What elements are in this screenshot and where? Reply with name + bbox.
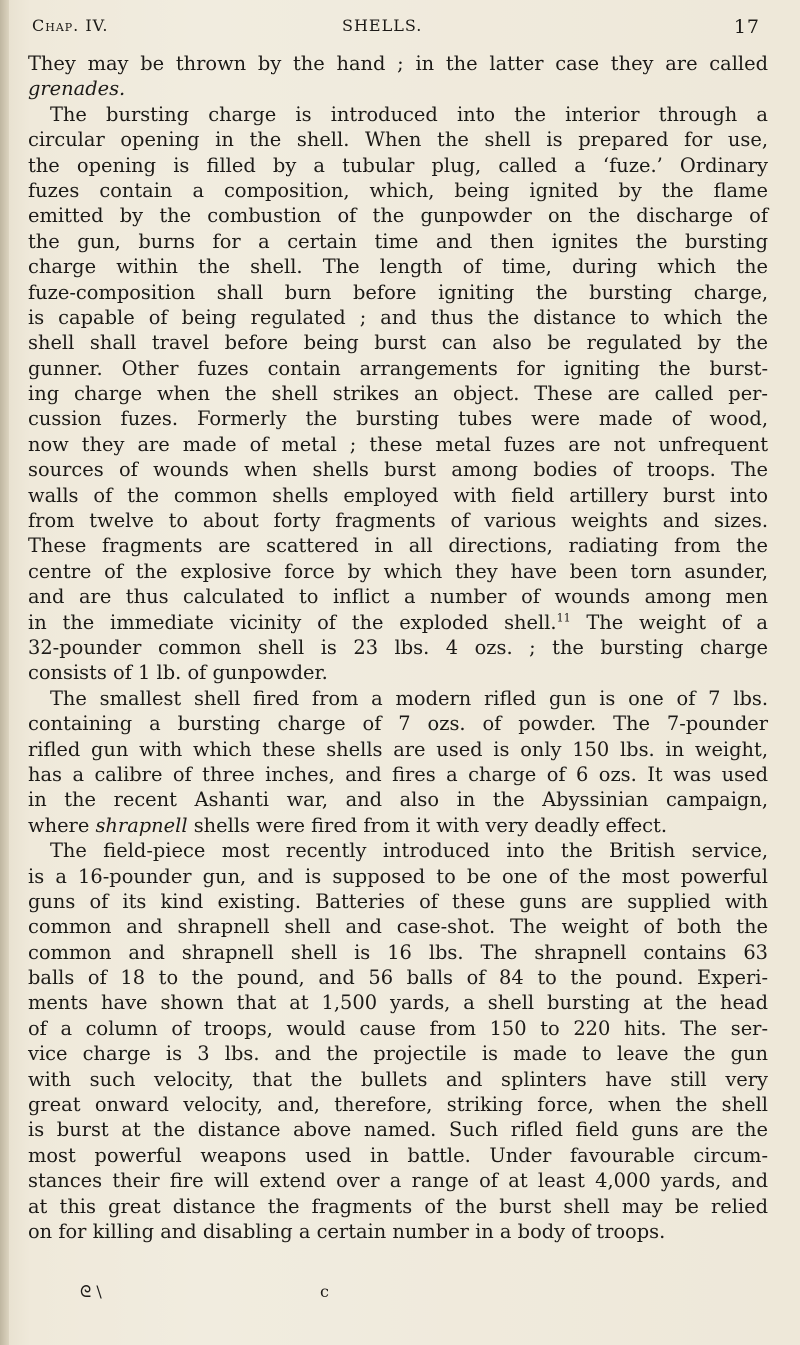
text-line: and are thus calculated to inflict a number of wounds among men xyxy=(28,585,768,609)
text-line: the opening is filled by a tubular plug, called a ‘fuze.’ Ordinary xyxy=(28,153,768,177)
text-line: is burst at the distance above named. Such rifled field guns are the xyxy=(28,1118,768,1142)
text-line: shell shall travel before being burst can also be regulated by the xyxy=(28,331,768,355)
text-line: The field-piece most recently introduced into the British service, xyxy=(50,839,768,863)
text-line: great onward velocity, and, therefore, striking force, when the shell xyxy=(28,1093,768,1117)
text-line: vice charge is 3 lbs. and the projectile is made to leave the gun xyxy=(28,1042,768,1066)
text-line: from twelve to about forty fragments of various weights and sizes. xyxy=(28,509,768,533)
signature-mark-left: ᘓ \ xyxy=(80,1282,102,1301)
text-line: gunner. Other fuzes contain arrangements for igniting the burst- xyxy=(28,356,768,380)
text-line: ing charge when the shell strikes an object. These are called per- xyxy=(28,382,768,406)
text-line: at this great distance the fragments of the burst shell may be relied xyxy=(28,1194,768,1218)
text-line: containing a bursting charge of 7 ozs. of powder. The 7-pounder xyxy=(28,712,768,736)
running-header xyxy=(32,16,760,46)
text-line: cussion fuzes. Formerly the bursting tubes were made of wood, xyxy=(28,407,768,431)
text-line: common and shrapnell shell and case-shot. The weight of both the xyxy=(28,915,768,939)
body-text xyxy=(28,51,768,1244)
footnote-tail-text: The weight of a xyxy=(570,610,768,634)
text-line: stances their fire will extend over a range of at least 4,000 yards, and xyxy=(28,1169,768,1193)
text-line: consists of 1 lb. of gunpowder. xyxy=(28,661,328,685)
paragraph xyxy=(28,51,768,102)
text-line: balls of 18 to the pound, and 56 balls of 84 to the pound. Experi- xyxy=(28,966,768,990)
text-line: charge within the shell. The length of time, during which the xyxy=(28,255,768,279)
page-number: 17 xyxy=(733,16,760,38)
text-line: grenades. xyxy=(28,77,126,101)
text-line: with such velocity, that the bullets and splinters have still very xyxy=(28,1067,768,1091)
running-title: SHELLS. xyxy=(342,16,423,35)
text-line: common and shrapnell shell is 16 lbs. The shrapnell contains 63 xyxy=(28,940,768,964)
text-line: centre of the explosive force by which they have been torn asunder, xyxy=(28,559,768,583)
text-line: guns of its kind existing. Batteries of these guns are supplied with xyxy=(28,889,768,913)
paragraph xyxy=(28,686,768,838)
text-line: now they are made of metal ; these metal fuzes are not unfrequent xyxy=(28,432,768,456)
text-line: These fragments are scattered in all directions, radiating from the xyxy=(28,534,768,558)
text-line: circular opening in the shell. When the shell is prepared for use, xyxy=(28,128,768,152)
text-line: emitted by the combustion of the gunpowder on the discharge of xyxy=(28,204,768,228)
text-line: They may be thrown by the hand ; in the latter case they are called xyxy=(28,52,768,75)
text-line: where shrapnell shells were fired from it with very deadly effect. xyxy=(28,813,667,837)
text-line: ments have shown that at 1,500 yards, a shell bursting at the head xyxy=(28,991,768,1015)
paragraph xyxy=(28,838,768,1244)
text-line: fuzes contain a composition, which, being ignited by the flame xyxy=(28,178,768,202)
text-line: in the recent Ashanti war, and also in the Abyssinian campaign, xyxy=(28,788,768,812)
text-line: most powerful weapons used in battle. Under favourable circum- xyxy=(28,1143,768,1167)
footnote-ref: 11 xyxy=(556,611,571,625)
text-line: has a calibre of three inches, and fires a charge of 6 ozs. It was used xyxy=(28,762,768,786)
text-line: The bursting charge is introduced into the interior through a xyxy=(50,102,768,126)
text-line: the gun, burns for a certain time and then ignites the bursting xyxy=(28,229,768,253)
text-line: walls of the common shells employed with field artillery burst into xyxy=(28,483,768,507)
text-line: is a 16-pounder gun, and is supposed to be one of the most powerful xyxy=(28,864,768,888)
text-line: 32-pounder common shell is 23 lbs. 4 ozs. ; the bursting charge xyxy=(28,635,768,659)
text-line: fuze-composition shall burn before igniting the bursting charge, xyxy=(28,280,768,304)
chapter-label: Chap. IV. xyxy=(32,16,109,35)
paragraph xyxy=(28,102,768,686)
text-line: rifled gun with which these shells are used is only 150 lbs. in weight, xyxy=(28,737,768,761)
signature-mark-right: c xyxy=(320,1282,329,1301)
text-line: in the immediate vicinity of the exploded shell.$^{11}$ The weight of a xyxy=(28,610,768,634)
text-line: on for killing and disabling a certain number in a body of troops. xyxy=(28,1219,666,1243)
text-line: of a column of troops, would cause from 150 to 220 hits. The ser- xyxy=(28,1016,768,1040)
text-line: The smallest shell fired from a modern rifled gun is one of 7 lbs. xyxy=(50,686,768,710)
text-line: is capable of being regulated ; and thus the distance to which the xyxy=(28,305,768,329)
text-line: sources of wounds when shells burst among bodies of troops. The xyxy=(28,458,768,482)
page-binding-edge xyxy=(0,0,9,1345)
italic-word: shrapnell xyxy=(95,813,188,837)
